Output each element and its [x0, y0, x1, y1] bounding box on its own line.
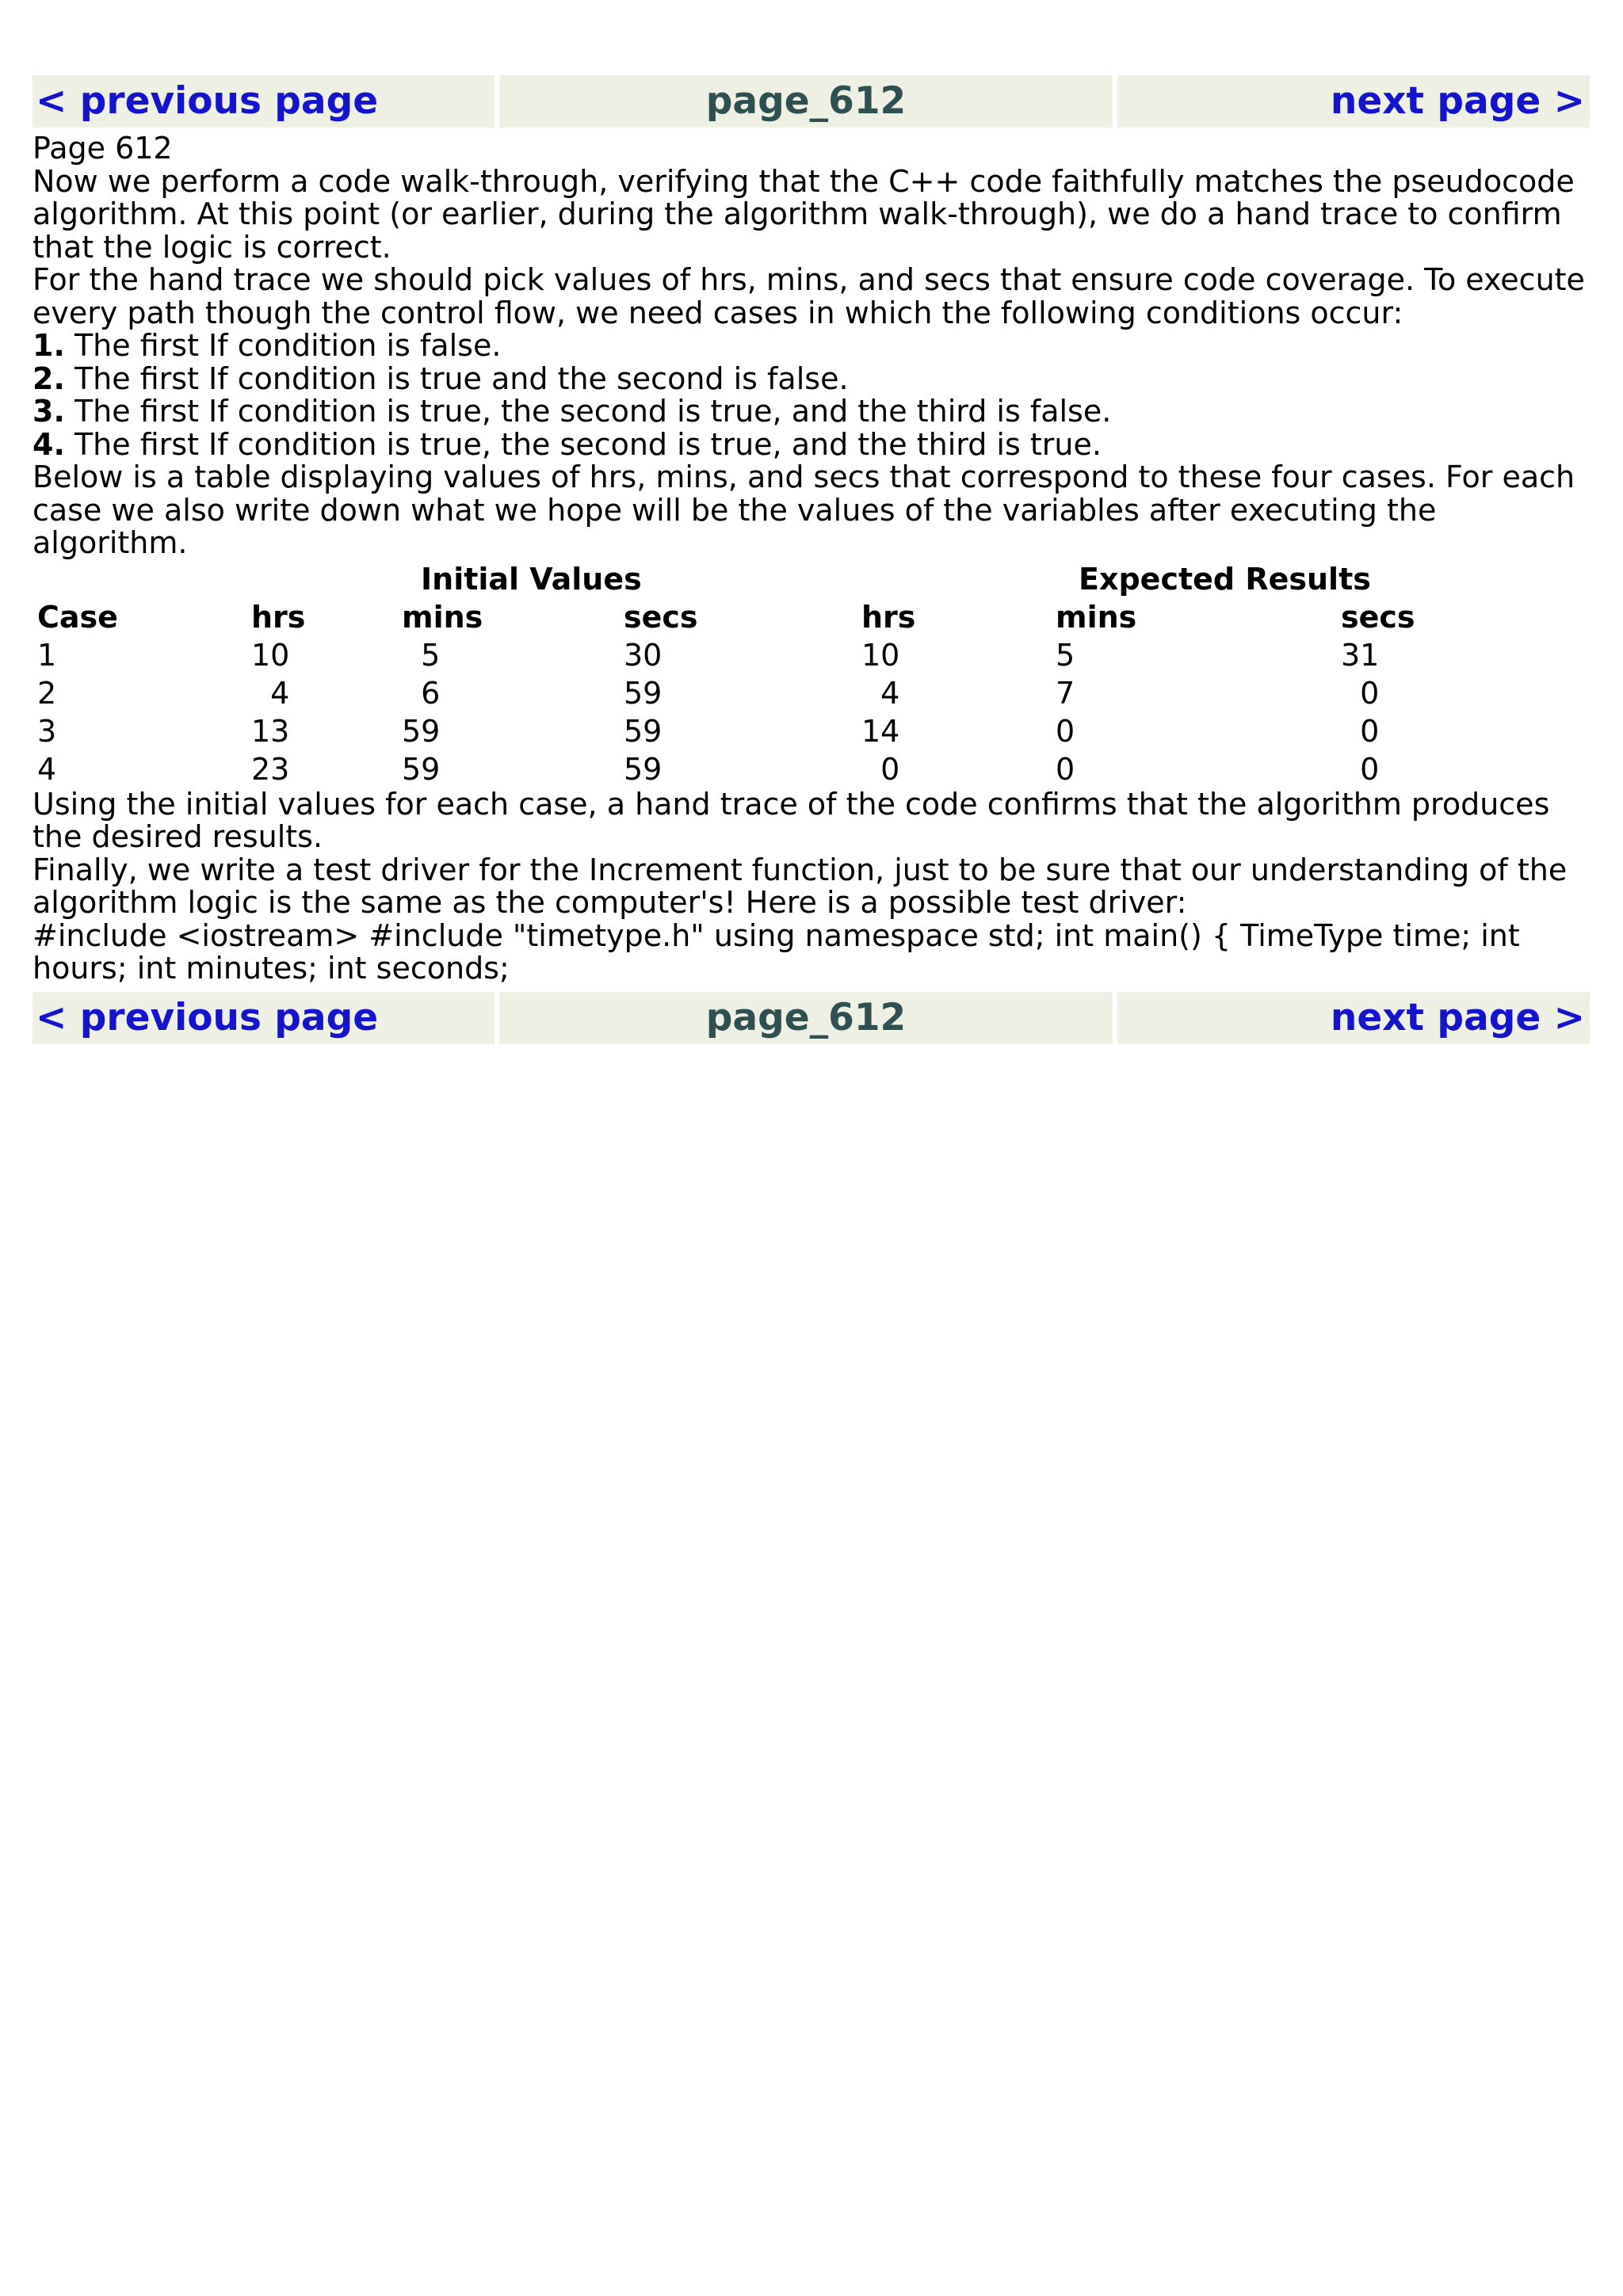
top-next-cell	[1117, 75, 1590, 128]
top-page-label-cell	[499, 75, 1113, 128]
paragraph-hand-trace: For the hand trace we should pick values of hrs, mins, and secs that ensure code coverage. To execute every path though the control flow, we need cases in which the following conditions occur:	[32, 262, 1585, 330]
table-cell: 2	[37, 675, 57, 711]
table-cell: 5	[1056, 637, 1075, 673]
table-cell: 4	[861, 675, 900, 711]
condition-item	[32, 395, 1594, 429]
table-cell: 59	[624, 675, 663, 711]
paragraph-test-driver: Finally, we write a test driver for the Increment function, just to be sure that our understanding of the algorithm logic is the same as the computer's! Here is a possible test driver:	[32, 852, 1568, 920]
column-header: hrs	[861, 599, 916, 635]
values-table	[32, 560, 1427, 788]
column-header: mins	[1056, 599, 1137, 635]
condition-item	[32, 330, 1594, 363]
table-cell: 0	[1056, 751, 1075, 787]
condition-item	[32, 426, 1594, 462]
table-row	[32, 674, 1427, 712]
table-cell: 1	[37, 637, 57, 673]
table-cell: 0	[1341, 713, 1380, 749]
condition-number: 4.	[32, 426, 65, 462]
condition-text: The first If condition is true, the second is true, and the third is true.	[64, 426, 1102, 462]
bottom-previous-page-link[interactable]: < previous page	[36, 995, 379, 1039]
table-cell: 59	[624, 751, 663, 787]
table-cell: 59	[402, 751, 441, 787]
table-cell: 59	[402, 713, 441, 749]
bottom-next-page-link[interactable]: next page >	[1330, 995, 1585, 1039]
column-header: secs	[1341, 599, 1415, 635]
paragraph-table-intro: Below is a table displaying values of hrs, mins, and secs that correspond to these four cases. For each case we also write down what we hope will be the values of the variables after executing the algorithm.	[32, 460, 1575, 560]
condition-text: The first If condition is true, the second is true, and the third is false.	[64, 394, 1112, 429]
condition-item	[32, 360, 1594, 396]
column-header: secs	[624, 599, 698, 635]
page-content	[32, 132, 1594, 986]
condition-text: The first If condition is true and the second is false.	[64, 360, 849, 396]
table-header-row	[32, 598, 1427, 636]
condition-text: The first If condition is false.	[64, 328, 502, 363]
table-cell: 4	[251, 675, 290, 711]
table-cell: 59	[624, 713, 663, 749]
table-cell: 14	[861, 713, 900, 749]
top-next-page-link[interactable]: next page >	[1330, 79, 1585, 123]
top-previous-page-link[interactable]: < previous page	[36, 79, 379, 123]
table-group-header-row	[32, 560, 1427, 598]
page-container	[32, 75, 1594, 1044]
table-cell: 10	[861, 637, 900, 673]
column-header: Case	[37, 599, 118, 635]
table-cell: 0	[861, 751, 900, 787]
table-cell: 4	[37, 751, 57, 787]
expected-results-header: Expected Results	[1079, 561, 1371, 597]
table-cell: 5	[402, 637, 441, 673]
column-header: hrs	[251, 599, 306, 635]
page-number: Page 612	[32, 131, 173, 166]
table-cell: 10	[251, 637, 290, 673]
top-navbar	[32, 75, 1594, 128]
bottom-prev-cell	[32, 992, 495, 1044]
condition-number: 2.	[32, 360, 65, 396]
table-cell: 31	[1341, 637, 1380, 673]
table-cell: 6	[402, 675, 441, 711]
condition-number: 3.	[32, 394, 65, 429]
top-page-label: page_612	[705, 79, 907, 123]
table-cell: 7	[1056, 675, 1075, 711]
bottom-page-label-cell	[499, 992, 1113, 1044]
bottom-next-cell	[1117, 992, 1590, 1044]
bottom-page-label: page_612	[705, 995, 907, 1039]
table-cell: 0	[1341, 751, 1380, 787]
table-row	[32, 750, 1427, 788]
top-prev-cell	[32, 75, 495, 128]
column-header: mins	[402, 599, 483, 635]
paragraph-intro: Now we perform a code walk-through, verifying that the C++ code faithfully matches the pseudocode algorithm. At this point (or earlier, during the algorithm walk-through), we do a hand trace to confirm that the logic is correct.	[32, 163, 1575, 265]
table-cell: 3	[37, 713, 57, 749]
table-cell: 13	[251, 713, 290, 749]
table-row	[32, 636, 1427, 674]
initial-values-header: Initial Values	[421, 561, 642, 597]
code-snippet: #include <iostream> #include "timetype.h" using namespace std; int main() { TimeType time; int hours; int minutes; int seconds;	[32, 917, 1520, 986]
table-cell: 23	[251, 751, 290, 787]
condition-number: 1.	[32, 328, 65, 363]
paragraph-hand-trace-result: Using the initial values for each case, a hand trace of the code confirms that the algorithm produces the desired results.	[32, 786, 1550, 854]
table-cell: 30	[624, 637, 663, 673]
table-cell: 0	[1056, 713, 1075, 749]
table-cell: 0	[1341, 675, 1380, 711]
table-row	[32, 712, 1427, 750]
bottom-navbar	[32, 992, 1594, 1044]
